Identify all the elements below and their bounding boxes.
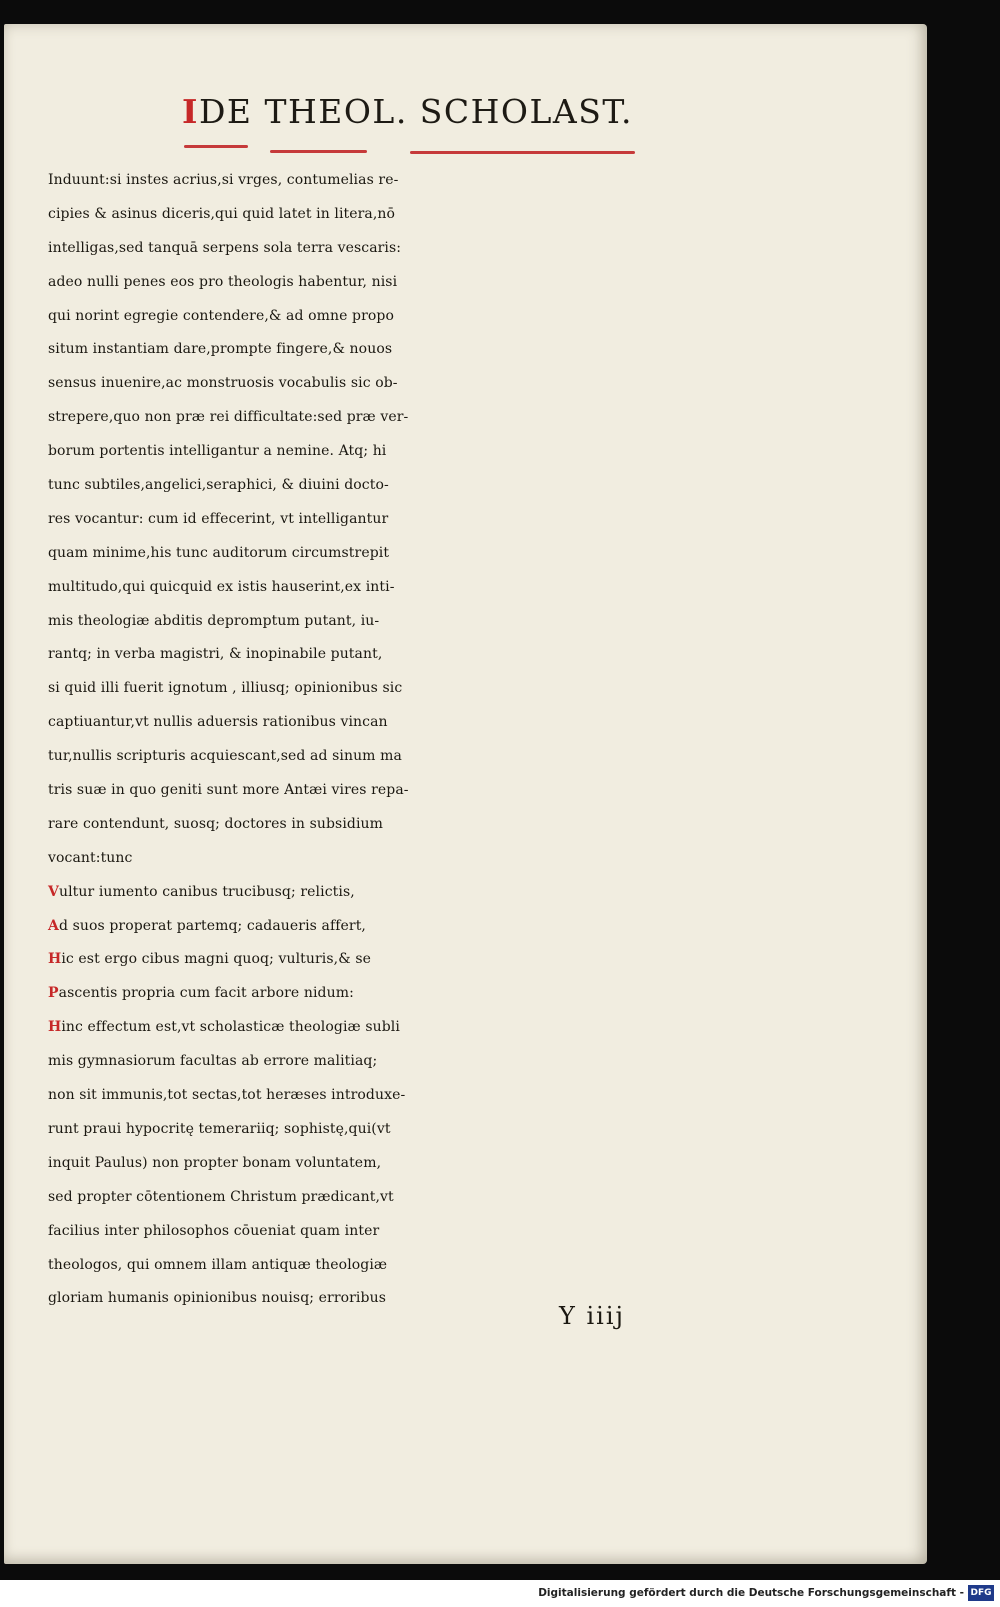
running-head xyxy=(182,92,633,131)
line-text: res vocantur: cum id effecerint, vt intelligantur xyxy=(48,510,389,527)
text-line xyxy=(48,367,728,401)
text-line xyxy=(48,943,728,977)
text-line xyxy=(48,842,728,876)
line-text: captiuantur,vt nullis aduersis rationibus vincan xyxy=(48,714,388,731)
footer xyxy=(0,1580,1000,1607)
text-line xyxy=(48,1079,728,1113)
line-text: quam minime,his tunc auditorum circumstrepit xyxy=(48,544,390,561)
rubricated-initial: A xyxy=(48,917,59,934)
line-text: non sit immunis,tot sectas,tot heræses introduxe- xyxy=(48,1087,406,1104)
text-line xyxy=(48,266,728,300)
text-line xyxy=(48,1011,728,1045)
line-text: d suos properat partemq; cadaueris affert, xyxy=(58,917,366,934)
text-line xyxy=(48,910,728,944)
text-line xyxy=(48,198,728,232)
text-line xyxy=(48,740,728,774)
text-line xyxy=(48,300,728,334)
line-text: intelligas,sed tanquā serpens sola terra vescaris: xyxy=(48,239,402,256)
line-text: ascentis propria cum facit arbore nidum: xyxy=(58,985,354,1002)
funding-credit: Digitalisierung gefördert durch die Deutsche Forschungsgemeinschaft - xyxy=(538,1587,964,1599)
line-text: ic est ergo cibus magni quoq; vulturis,& se xyxy=(61,951,371,968)
text-line xyxy=(48,503,728,537)
rubric-underline xyxy=(270,150,367,153)
text-line xyxy=(48,1147,728,1181)
rubricated-initial: P xyxy=(48,985,59,1002)
text-line xyxy=(48,1045,728,1079)
text-line xyxy=(48,1181,728,1215)
line-text: vocant:tunc xyxy=(48,849,133,866)
line-text: gloriam humanis opinionibus nouisq; erroribus xyxy=(48,1290,386,1307)
line-text: si quid illi fuerit ignotum , illiusq; opinionibus sic xyxy=(48,680,403,697)
text-line xyxy=(48,638,728,672)
text-line xyxy=(48,808,728,842)
text-line xyxy=(48,672,728,706)
text-line xyxy=(48,1113,728,1147)
line-text: tunc subtiles,angelici,seraphici, & diuini docto- xyxy=(48,477,389,494)
text-line xyxy=(48,1249,728,1283)
text-line xyxy=(48,401,728,435)
line-text: sed propter cōtentionem Christum prædicant,vt xyxy=(48,1188,394,1205)
line-text: situm instantiam dare,prompte fingere,& nouos xyxy=(48,341,393,358)
text-line xyxy=(48,435,728,469)
rubricated-initial: V xyxy=(48,883,59,900)
line-text: ultur iumento canibus trucibusq; relictis, xyxy=(58,883,355,900)
text-line xyxy=(48,232,728,266)
line-text: mis theologiæ abditis depromptum putant, iu- xyxy=(48,612,380,629)
signature-mark: Y iiij xyxy=(559,1302,625,1330)
line-text: runt praui hypocritę temerariiq; sophistę,qui(vt xyxy=(48,1120,391,1137)
rubric-underline xyxy=(410,151,635,154)
line-text: borum portentis intelligantur a nemine. Atq; hi xyxy=(48,443,387,460)
rubricated-initial: H xyxy=(48,1019,62,1036)
line-text: facilius inter philosophos cōueniat quam inter xyxy=(48,1222,380,1239)
line-text: theologos, qui omnem illam antiquæ theologiæ xyxy=(48,1256,388,1273)
line-text: tur,nullis scripturis acquiescant,sed ad sinum ma xyxy=(48,748,402,765)
text-line xyxy=(48,571,728,605)
text-line xyxy=(48,605,728,639)
text-line xyxy=(48,333,728,367)
text-line xyxy=(48,164,728,198)
line-text: inc effectum est,vt scholasticæ theologiæ subli xyxy=(61,1019,400,1036)
line-text: rare contendunt, suosq; doctores in subsidium xyxy=(48,815,384,832)
line-text: mis gymnasiorum facultas ab errore malitiaq; xyxy=(48,1053,378,1070)
text-line xyxy=(48,1215,728,1249)
line-text: sensus inuenire,ac monstruosis vocabulis sic ob- xyxy=(48,375,398,392)
text-line xyxy=(48,876,728,910)
text-line xyxy=(48,977,728,1011)
line-text: rantq; in verba magistri, & inopinabile putant, xyxy=(48,646,383,663)
running-head-title: DE THEOL. SCHOLAST. xyxy=(198,92,633,131)
line-text: inquit Paulus) non propter bonam voluntatem, xyxy=(48,1154,382,1171)
line-text: qui norint egregie contendere,& ad omne propo xyxy=(48,307,395,324)
rubric-underline xyxy=(184,145,248,148)
running-head-rubric-mark: I xyxy=(182,92,199,131)
dfg-logo: DFG xyxy=(968,1585,994,1601)
line-text: strepere,quo non præ rei difficultate:sed præ ver- xyxy=(48,409,409,426)
rubricated-initial: H xyxy=(48,951,62,968)
line-text: tris suæ in quo geniti sunt more Antæi vires repa- xyxy=(48,782,409,799)
line-text: Induunt:si instes acrius,si vrges, contumelias re- xyxy=(48,172,399,188)
text-line xyxy=(48,1282,728,1316)
body-text xyxy=(48,164,728,1316)
text-line xyxy=(48,706,728,740)
line-text: adeo nulli penes eos pro theologis habentur, nisi xyxy=(48,273,398,290)
text-line xyxy=(48,537,728,571)
line-text: multitudo,qui quicquid ex istis hauserint,ex inti- xyxy=(48,578,395,595)
text-line xyxy=(48,774,728,808)
text-line xyxy=(48,469,728,503)
line-text: cipies & asinus diceris,qui quid latet in litera,nō xyxy=(48,205,396,222)
